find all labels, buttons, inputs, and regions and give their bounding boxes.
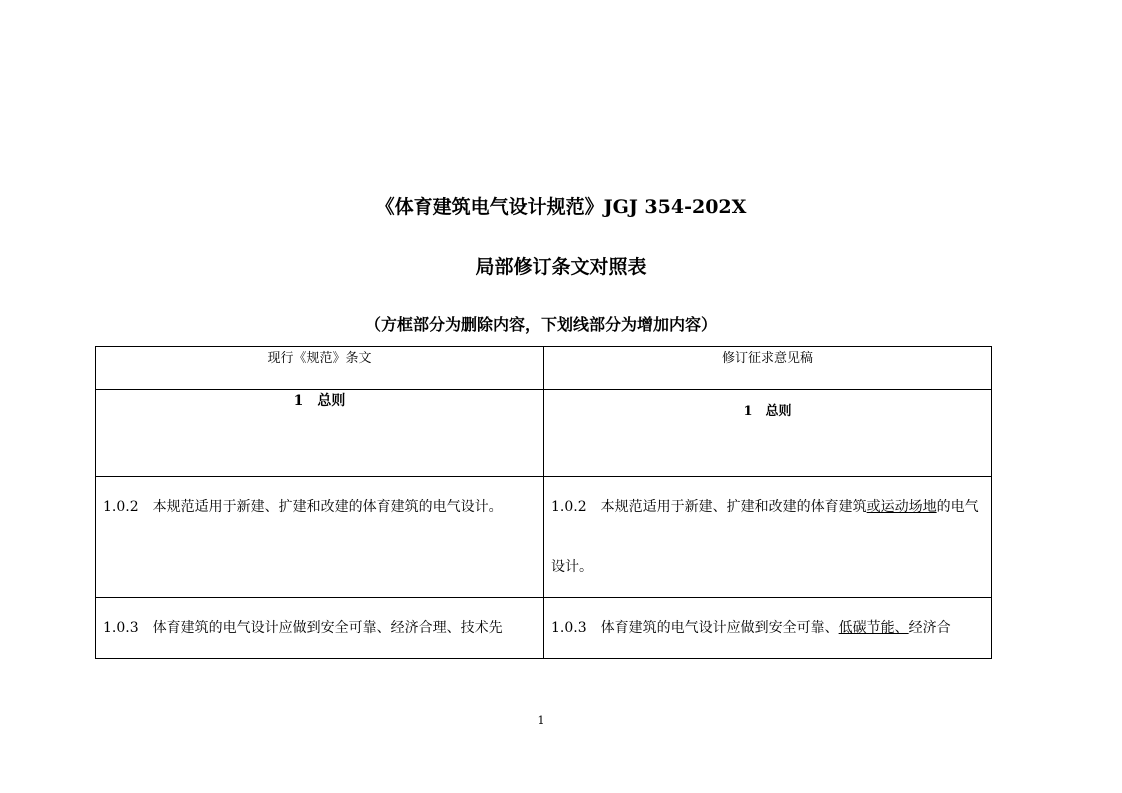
clause-text-end: 经济合 bbox=[908, 620, 951, 636]
document-title: 《体育建筑电气设计规范》JGJ 354-202X bbox=[375, 196, 747, 218]
table-row bbox=[96, 598, 992, 659]
comparison-table bbox=[95, 346, 992, 659]
clause-text: 体育建筑的电气设计应做到安全可靠、经济合理、技术先 bbox=[152, 620, 503, 636]
revised-clause-cell bbox=[544, 477, 992, 598]
clause-text: 本规范适用于新建、扩建和改建的体育建筑 bbox=[600, 499, 867, 515]
chapter-revised: 1 总则 bbox=[544, 390, 992, 477]
added-text: 或运动场地 bbox=[866, 499, 937, 515]
table-row bbox=[96, 477, 992, 598]
current-clause-cell bbox=[96, 598, 544, 659]
revised-clause-cell bbox=[544, 598, 992, 659]
clause-text: 本规范适用于新建、扩建和改建的体育建筑的电气设计。 bbox=[152, 499, 503, 515]
document-subtitle: 局部修订条文对照表 bbox=[475, 256, 647, 278]
page-number: 1 bbox=[537, 714, 545, 727]
clause-number: 1.0.3 bbox=[551, 620, 587, 636]
table-header-row bbox=[96, 347, 992, 390]
current-clause-cell bbox=[96, 477, 544, 598]
added-text: 低碳节能、 bbox=[838, 620, 909, 636]
chapter-current: 1 总则 bbox=[96, 390, 544, 477]
legend-note: （方框部分为删除内容，下划线部分为增加内容） bbox=[364, 315, 717, 334]
header-current: 现行《规范》条文 bbox=[96, 347, 544, 390]
header-revised: 修订征求意见稿 bbox=[544, 347, 992, 390]
clause-text-end: 的电气设计。 bbox=[551, 499, 979, 575]
clause-number: 1.0.3 bbox=[103, 620, 139, 636]
clause-number: 1.0.2 bbox=[103, 499, 139, 515]
clause-text: 体育建筑的电气设计应做到安全可靠、 bbox=[600, 620, 839, 636]
clause-number: 1.0.2 bbox=[551, 499, 587, 515]
